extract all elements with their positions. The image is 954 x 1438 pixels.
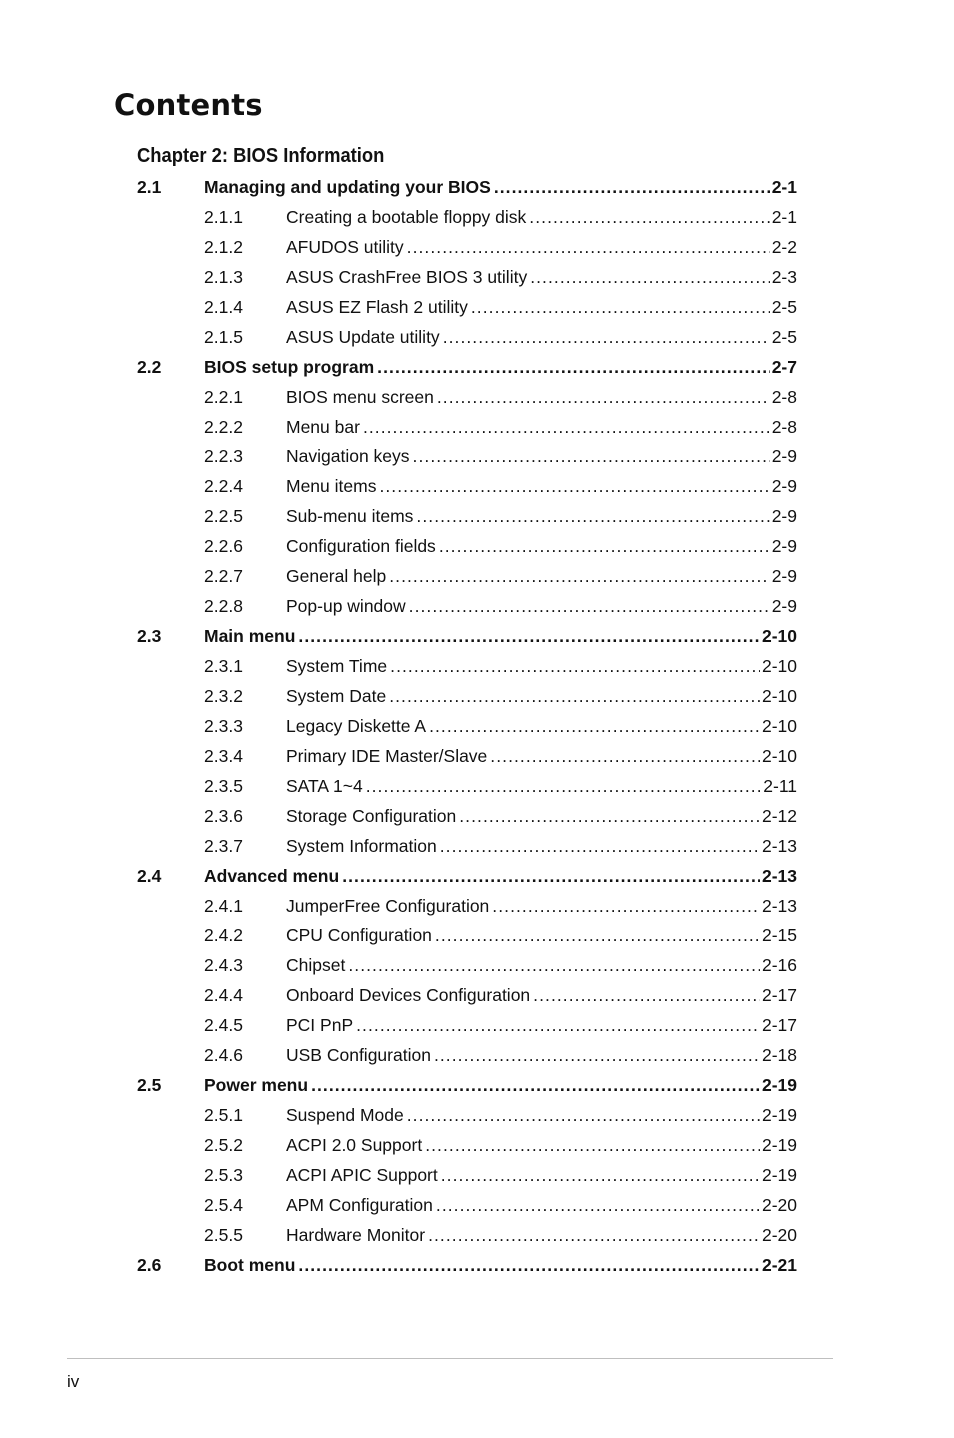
toc-entry-page: 2-9 [770, 471, 797, 501]
toc-entry-number: 2.2.7 [204, 566, 243, 587]
toc-entry-page: 2-5 [770, 322, 797, 352]
toc-subsection-entry[interactable] [137, 1190, 797, 1220]
toc-entry-title: Pop-up window [286, 591, 409, 621]
toc-subsection-entry[interactable] [137, 801, 797, 831]
toc-entry-line [286, 412, 797, 442]
toc-entry-page: 2-9 [770, 561, 797, 591]
toc-dot-leader [416, 501, 769, 531]
toc-entry-title: Managing and updating your BIOS [204, 172, 494, 202]
toc-dot-leader [413, 441, 770, 471]
toc-entry-line [286, 1160, 797, 1190]
toc-subsection-entry[interactable] [137, 382, 797, 412]
toc-entry-line [286, 322, 797, 352]
toc-entry-page: 2-5 [770, 292, 797, 322]
toc-entry-page: 2-18 [760, 1040, 797, 1070]
toc-entry-line [286, 741, 797, 771]
toc-dot-leader [437, 382, 770, 412]
toc-entry-line [286, 1220, 797, 1250]
toc-section-entry[interactable] [137, 1250, 797, 1280]
toc-entry-title: Navigation keys [286, 441, 413, 471]
toc-entry-number: 2.2 [137, 356, 162, 377]
toc-entry-title: CPU Configuration [286, 920, 435, 950]
toc-entry-page: 2-1 [770, 202, 797, 232]
toc-entry-line [204, 621, 797, 651]
toc-entry-number: 2.4.1 [204, 895, 243, 916]
toc-dot-leader [342, 861, 760, 891]
toc-entry-line [204, 172, 797, 202]
toc-subsection-entry[interactable] [137, 1160, 797, 1190]
toc-subsection-entry[interactable] [137, 232, 797, 262]
toc-dot-leader [356, 1010, 760, 1040]
toc-entry-page: 2-2 [770, 232, 797, 262]
toc-dot-leader [311, 1070, 760, 1100]
toc-entry-line [204, 1070, 797, 1100]
toc-entry-number: 2.3.1 [204, 656, 243, 676]
toc-entry-page: 2-13 [760, 891, 797, 921]
toc-entry-line [286, 771, 797, 801]
toc-entry-number: 2.3.7 [204, 835, 243, 856]
toc-entry-title: Hardware Monitor [286, 1220, 428, 1250]
toc-entry-number: 2.1.4 [204, 296, 243, 317]
toc-dot-leader [407, 232, 770, 262]
toc-entry-number: 2.2.2 [204, 416, 243, 437]
toc-subsection-entry[interactable] [137, 501, 797, 531]
toc-entry-number: 2.4.3 [204, 955, 243, 976]
toc-entry-line [286, 801, 797, 831]
toc-entry-line [286, 262, 797, 292]
toc-subsection-entry[interactable] [137, 202, 797, 232]
toc-dot-leader [443, 322, 770, 352]
toc-entry-page: 2-11 [761, 771, 797, 801]
toc-entry-line [286, 232, 797, 262]
toc-dot-leader [429, 711, 760, 741]
toc-entry-title: AFUDOS utility [286, 232, 407, 262]
toc-entry-page: 2-17 [760, 980, 797, 1010]
toc-entry-number: 2.4.5 [204, 1015, 243, 1036]
toc-entry-number: 2.3 [137, 626, 162, 647]
toc-entry-page: 2-9 [770, 501, 797, 531]
toc-entry-title: Primary IDE Master/Slave [286, 741, 490, 771]
toc-dot-leader [377, 352, 770, 382]
toc-entry-title: Configuration fields [286, 531, 439, 561]
toc-entry-line [286, 980, 797, 1010]
toc-dot-leader [440, 831, 760, 861]
toc-subsection-entry[interactable] [137, 950, 797, 980]
toc-entry-page: 2-1 [770, 172, 797, 202]
toc-entry-number: 2.3.5 [204, 775, 243, 796]
toc-entry-number: 2.1.3 [204, 266, 243, 287]
toc-subsection-entry[interactable] [137, 262, 797, 292]
toc-entry-line [286, 1190, 797, 1220]
toc-subsection-entry[interactable] [137, 591, 797, 621]
toc-entry-number: 2.5.2 [204, 1135, 243, 1155]
toc-entry-number: 2.1.1 [204, 206, 243, 227]
toc-entry-number: 2.2.8 [204, 596, 243, 617]
toc-entry-number: 2.4.4 [204, 985, 243, 1006]
toc-entry-line [286, 591, 797, 621]
toc-entry-line [204, 1250, 797, 1280]
toc-subsection-entry[interactable] [137, 711, 797, 741]
toc-entry-title: SATA 1~4 [286, 771, 366, 801]
toc-dot-leader [409, 591, 770, 621]
toc-entry-page: 2-15 [760, 920, 797, 950]
toc-section-entry[interactable] [137, 1070, 797, 1100]
toc-subsection-entry[interactable] [137, 1100, 797, 1130]
toc-section-entry[interactable] [137, 172, 797, 202]
toc-entry-page: 2-20 [760, 1190, 797, 1220]
toc-entry-number: 2.5.4 [204, 1194, 243, 1215]
toc-entry-title: Power menu [204, 1070, 311, 1100]
toc-entry-page: 2-19 [760, 1130, 797, 1160]
toc-entry-title: General help [286, 561, 389, 591]
toc-entry-title: ASUS EZ Flash 2 utility [286, 292, 471, 322]
toc-entry-title: Menu bar [286, 412, 363, 442]
toc-entry-title: System Date [286, 681, 389, 711]
toc-subsection-entry[interactable] [137, 1220, 797, 1250]
page-title: Contents [114, 88, 263, 122]
toc-entry-number: 2.5.1 [204, 1105, 243, 1126]
toc-entry-page: 2-9 [770, 441, 797, 471]
toc-entry-page: 2-13 [760, 861, 797, 891]
toc-dot-leader [530, 262, 770, 292]
toc-entry-page: 2-20 [760, 1220, 797, 1250]
toc-entry-line [286, 711, 797, 741]
toc-entry-line [286, 1100, 797, 1130]
toc-entry-title: BIOS menu screen [286, 382, 437, 412]
toc-entry-number: 2.4.6 [204, 1045, 243, 1066]
toc-dot-leader [298, 1250, 760, 1280]
toc-entry-title: PCI PnP [286, 1010, 356, 1040]
toc-entry-line [286, 1130, 797, 1160]
toc-entry-page: 2-7 [770, 352, 797, 382]
toc-dot-leader [348, 950, 760, 980]
toc-entry-title: USB Configuration [286, 1040, 434, 1070]
toc-entry-number: 2.3.6 [204, 805, 243, 826]
toc-section-entry[interactable] [137, 621, 797, 651]
toc-subsection-entry[interactable] [137, 771, 797, 801]
toc-dot-leader [490, 741, 760, 771]
toc-entry-title: System Information [286, 831, 440, 861]
toc-entry-page: 2-10 [760, 681, 797, 711]
toc-dot-leader [363, 412, 770, 442]
toc-entry-line [286, 1040, 797, 1070]
toc-entry-page: 2-19 [760, 1160, 797, 1190]
toc-entry-line [286, 292, 797, 322]
toc-entry-title: Menu items [286, 471, 379, 501]
footer-divider [67, 1358, 833, 1359]
toc-entry-number: 2.2.4 [204, 476, 243, 497]
toc-subsection-entry[interactable] [137, 412, 797, 442]
toc-subsection-entry[interactable] [137, 531, 797, 561]
toc-entry-line [286, 531, 797, 561]
toc-entry-number: 2.1.2 [204, 236, 243, 257]
toc-entry-page: 2-8 [770, 382, 797, 412]
toc-entry-title: Storage Configuration [286, 801, 459, 831]
toc-entry-line [286, 382, 797, 412]
toc-dot-leader [435, 920, 760, 950]
toc-subsection-entry[interactable] [137, 651, 797, 681]
toc-entry-page: 2-21 [760, 1250, 797, 1280]
toc-dot-leader [389, 561, 769, 591]
toc-entry-number: 2.3.3 [204, 715, 243, 736]
toc-entry-title: ASUS CrashFree BIOS 3 utility [286, 262, 530, 292]
toc-dot-leader [529, 202, 769, 232]
toc-subsection-entry[interactable] [137, 980, 797, 1010]
toc-entry-number: 2.3.2 [204, 685, 243, 706]
toc-entry-number: 2.5.5 [204, 1224, 243, 1245]
toc-entry-line [286, 441, 797, 471]
toc-dot-leader [439, 531, 770, 561]
table-of-contents [137, 172, 797, 1280]
toc-entry-number: 2.2.3 [204, 446, 243, 467]
toc-entry-number: 2.2.5 [204, 506, 243, 527]
toc-subsection-entry[interactable] [137, 471, 797, 501]
toc-entry-line [286, 501, 797, 531]
toc-entry-title: Suspend Mode [286, 1100, 407, 1130]
toc-dot-leader [389, 681, 760, 711]
page-number: iv [67, 1372, 80, 1391]
toc-entry-title: System Time [286, 651, 390, 681]
toc-dot-leader [471, 292, 770, 322]
toc-dot-leader [492, 891, 760, 921]
toc-entry-title: Legacy Diskette A [286, 711, 429, 741]
toc-subsection-entry[interactable] [137, 292, 797, 322]
toc-entry-line [286, 471, 797, 501]
toc-entry-title: Boot menu [204, 1250, 298, 1280]
toc-entry-line [286, 202, 797, 232]
toc-entry-line [286, 561, 797, 591]
toc-entry-number: 2.1 [137, 177, 162, 197]
toc-entry-title: Onboard Devices Configuration [286, 980, 533, 1010]
toc-entry-title: BIOS setup program [204, 352, 377, 382]
toc-entry-title: JumperFree Configuration [286, 891, 492, 921]
toc-entry-line [204, 861, 797, 891]
toc-subsection-entry[interactable] [137, 441, 797, 471]
toc-subsection-entry[interactable] [137, 891, 797, 921]
toc-entry-title: APM Configuration [286, 1190, 436, 1220]
toc-subsection-entry[interactable] [137, 1010, 797, 1040]
toc-entry-number: 2.4.2 [204, 925, 243, 946]
toc-dot-leader [459, 801, 760, 831]
toc-entry-title: Main menu [204, 621, 298, 651]
toc-entry-line [286, 681, 797, 711]
toc-section-entry[interactable] [137, 352, 797, 382]
toc-entry-number: 2.6 [137, 1254, 162, 1275]
toc-entry-title: Chipset [286, 950, 348, 980]
toc-subsection-entry[interactable] [137, 322, 797, 352]
toc-dot-leader [390, 651, 760, 681]
toc-entry-number: 2.5 [137, 1075, 162, 1096]
toc-subsection-entry[interactable] [137, 1130, 797, 1160]
toc-entry-number: 2.1.5 [204, 326, 243, 347]
toc-entry-page: 2-10 [760, 621, 797, 651]
toc-entry-number: 2.2.1 [204, 386, 243, 407]
toc-entry-line [286, 831, 797, 861]
toc-entry-page: 2-10 [760, 711, 797, 741]
toc-entry-title: ACPI 2.0 Support [286, 1130, 425, 1160]
toc-subsection-entry[interactable] [137, 561, 797, 591]
toc-entry-number: 2.5.3 [204, 1164, 243, 1185]
toc-entry-title: Sub-menu items [286, 501, 416, 531]
toc-entry-page: 2-17 [760, 1010, 797, 1040]
toc-dot-leader [533, 980, 760, 1010]
toc-entry-page: 2-12 [760, 801, 797, 831]
toc-entry-page: 2-13 [760, 831, 797, 861]
toc-subsection-entry[interactable] [137, 1040, 797, 1070]
toc-dot-leader [434, 1040, 760, 1070]
toc-entry-line [286, 891, 797, 921]
toc-dot-leader [441, 1160, 760, 1190]
toc-subsection-entry[interactable] [137, 920, 797, 950]
toc-subsection-entry[interactable] [137, 831, 797, 861]
toc-entry-title: ACPI APIC Support [286, 1160, 441, 1190]
toc-entry-line [204, 352, 797, 382]
toc-dot-leader [298, 621, 760, 651]
toc-entry-line [286, 1010, 797, 1040]
toc-entry-page: 2-19 [760, 1070, 797, 1100]
toc-entry-page: 2-19 [760, 1100, 797, 1130]
toc-dot-leader [494, 172, 770, 202]
toc-entry-line [286, 651, 797, 681]
toc-section-entry[interactable] [137, 861, 797, 891]
toc-entry-page: 2-8 [770, 412, 797, 442]
toc-entry-page: 2-10 [760, 651, 797, 681]
toc-entry-title: Creating a bootable floppy disk [286, 202, 529, 232]
toc-dot-leader [379, 471, 769, 501]
toc-subsection-entry[interactable] [137, 681, 797, 711]
toc-dot-leader [425, 1130, 760, 1160]
toc-dot-leader [436, 1190, 760, 1220]
toc-entry-page: 2-9 [770, 591, 797, 621]
toc-entry-title: Advanced menu [204, 861, 342, 891]
toc-entry-number: 2.3.4 [204, 745, 243, 766]
toc-dot-leader [366, 771, 762, 801]
toc-entry-page: 2-10 [760, 741, 797, 771]
toc-entry-line [286, 920, 797, 950]
toc-entry-page: 2-9 [770, 531, 797, 561]
toc-entry-title: ASUS Update utility [286, 322, 443, 352]
toc-entry-page: 2-3 [770, 262, 797, 292]
toc-dot-leader [407, 1100, 760, 1130]
toc-dot-leader [428, 1220, 760, 1250]
chapter-title: Chapter 2: BIOS Information [137, 145, 385, 167]
toc-entry-number: 2.4 [137, 865, 162, 886]
toc-entry-page: 2-16 [760, 950, 797, 980]
toc-entry-line [286, 950, 797, 980]
toc-subsection-entry[interactable] [137, 741, 797, 771]
toc-entry-number: 2.2.6 [204, 536, 243, 557]
